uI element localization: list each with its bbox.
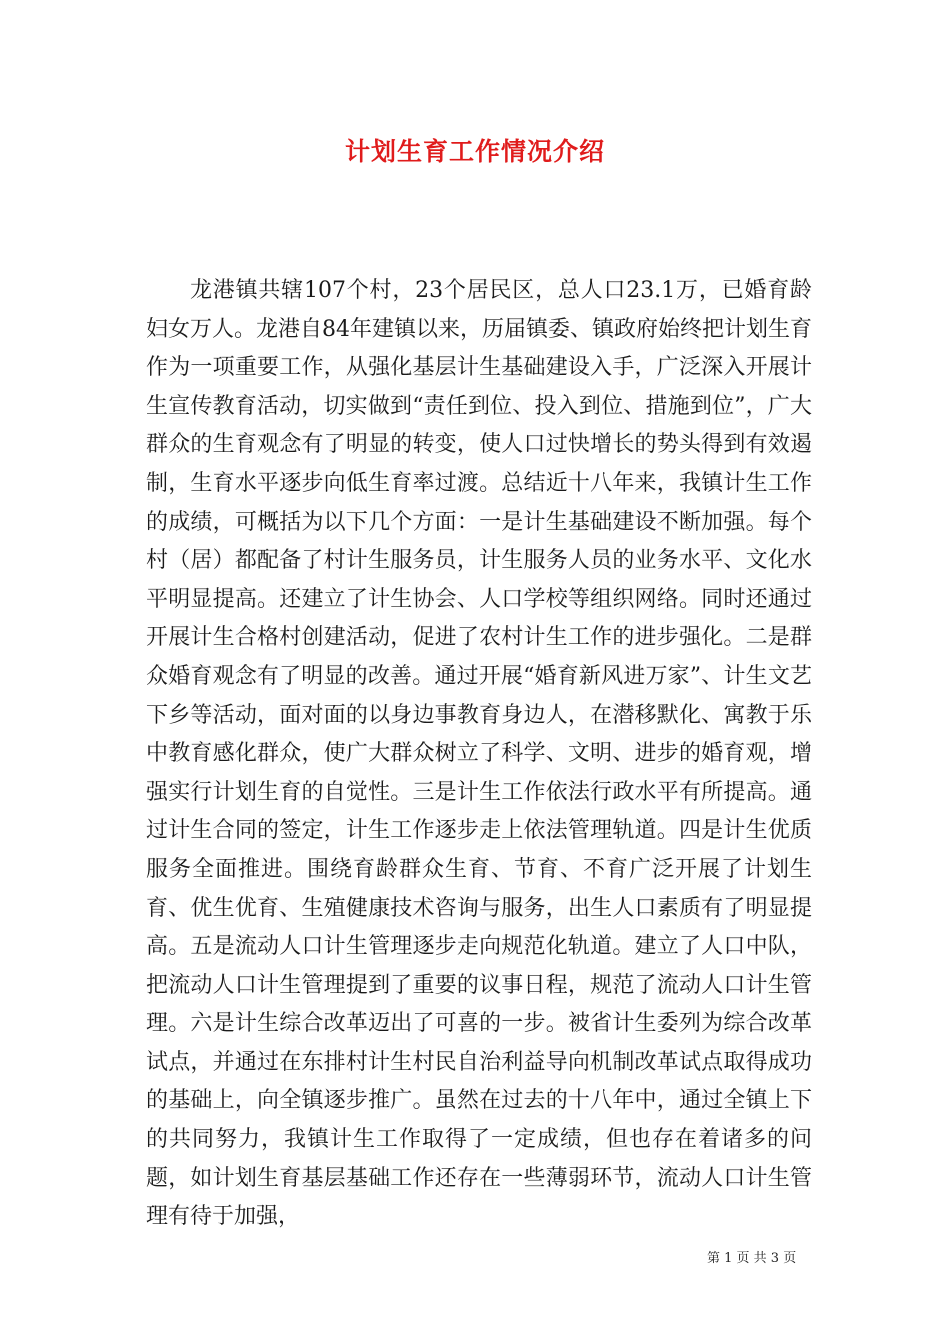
body-paragraph: 龙港镇共辖107个村，23个居民区，总人口23.1万，已婚育龄妇女万人。龙港自84年建镇以来，历届镇委、镇政府始终把计划生育作为一项重要工作，从强化基层计生基础建设入手，广泛深入开展计生宣传教育活动，切实做到“责任到位、投入到位、措施到位”，广大群众的生育观念有了明显的转变，使人口过快增长的势头得到有效遏制，生育水平逐步向低生育率过渡。总结近十八年来，我镇计生工作的成绩，可概括为以下几个方面：一是计生基础建设不断加强。每个村（居）都配备了村计生服务员，计生服务人员的业务水平、文化水平明显提高。还建立了计生协会、人口学校等组织网络。同时还通过开展计生合格村创建活动，促进了农村计生工作的进步强化。二是群众婚育观念有了明显的改善。通过开展“婚育新风进万家”、计生文艺下乡等活动，面对面的以身边事教育身边人，在潜移默化、寓教于乐中教育感化群众，使广大群众树立了科学、文明、进步的婚育观，增强实行计划生育的自觉性。三是计生工作依法行政水平有所提高。通过计生合同的签定，计生工作逐步走上依法管理轨道。四是计生优质服务全面推进。围绕育龄群众生育、节育、不育广泛开展了计划生育、优生优育、生殖健康技术咨询与服务，出生人口素质有了明显提高。五是流动人口计生管理逐步走向规范化轨道。建立了人口中队，把流动人口计生管理提到了重要的议事日程，规范了流动人口计生管理。六是计生综合改革迈出了可喜的一步。被省计生委列为综合改革试点，并通过在东排村计生村民自治利益导向机制改革试点取得成功的基础上，向全镇逐步推广。虽然在过去的十八年中，通过全镇上下的共同努力，我镇计生工作取得了一定成绩，但也存在着诸多的问题，如计划生育基层基础工作还存在一些薄弱环节，流动人口计生管理有待于加强，: [146, 278, 812, 1230]
page-number-footer: 第 1 页 共 3 页: [707, 1251, 797, 1266]
document-title: 计划生育工作情况介绍: [344, 137, 605, 166]
